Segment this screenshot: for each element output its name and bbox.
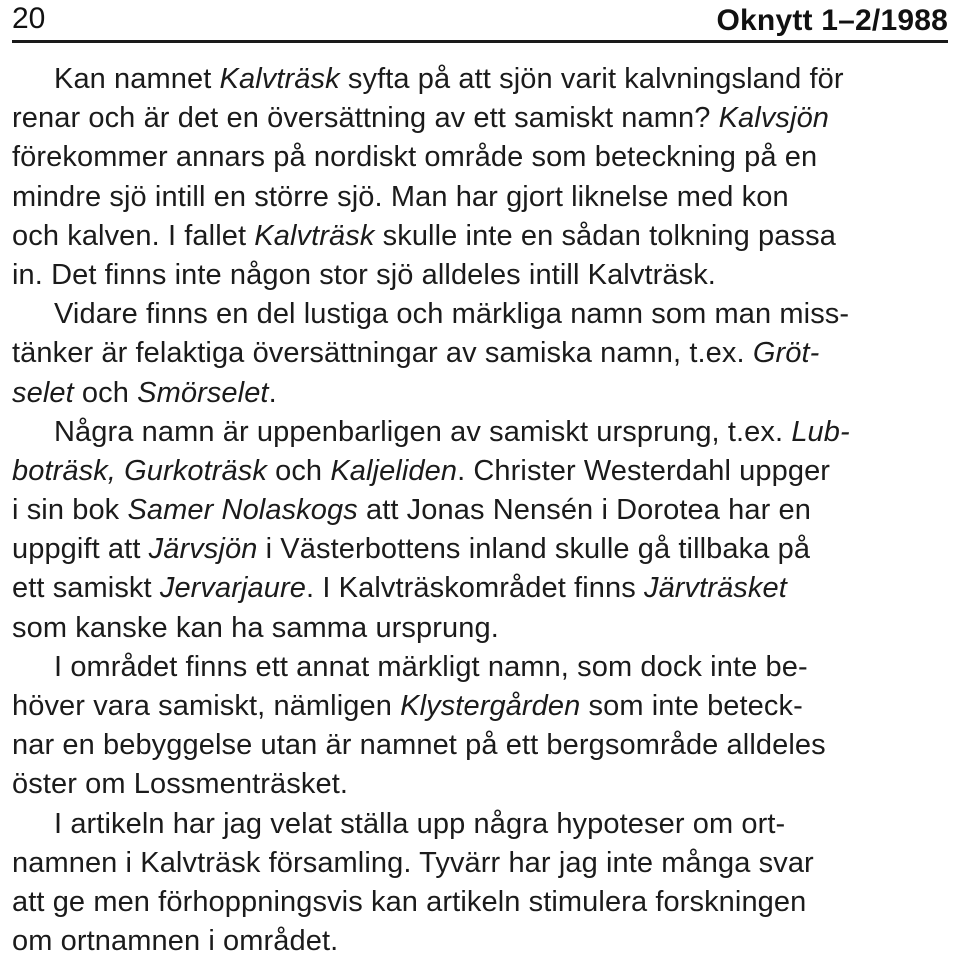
italic-place-name: Järvträsket	[643, 572, 787, 605]
text-segment: öster om Lossmenträsket.	[12, 768, 349, 801]
text-segment: som inte beteck-	[580, 690, 803, 722]
text-line	[12, 648, 946, 687]
text-segment: Vidare finns en del lustiga och märkliga namn som man miss-	[54, 298, 850, 331]
text-segment: uppgift att	[12, 533, 149, 566]
text-line	[12, 687, 946, 726]
text-segment: Några namn är uppenbarligen av samiskt ursprung, t.ex.	[54, 415, 792, 448]
italic-place-name: Kalvträsk	[254, 219, 375, 252]
text-line	[12, 922, 946, 961]
text-line	[12, 374, 946, 413]
text-segment: nar en bebyggelse utan är namnet på ett bergsområde alldeles	[12, 729, 826, 762]
italic-place-name: Kalvsjön	[718, 102, 830, 135]
text-segment: i Västerbottens inland skulle gå tillbaka på	[257, 533, 811, 566]
italic-place-name: Lub-	[791, 415, 850, 448]
text-segment: höver vara samiskt, nämligen	[12, 690, 401, 722]
text-line	[12, 844, 946, 883]
italic-place-name: Jervarjaure	[159, 572, 307, 605]
text-segment: och	[73, 376, 138, 409]
italic-place-name: Järvsjön	[148, 533, 258, 566]
journal-title: Oknytt 1–2/1988	[716, 4, 948, 37]
text-line	[12, 452, 946, 491]
text-line	[12, 491, 946, 530]
text-segment: renar och är det en översättning av ett samiskt namn?	[12, 102, 719, 135]
text-line	[12, 609, 946, 648]
text-segment: I området finns ett annat märkligt namn, som dock inte be-	[54, 650, 808, 683]
text-segment: att ge men förhoppningsvis kan artikeln stimulera forskningen	[12, 885, 807, 918]
text-line	[12, 726, 946, 765]
italic-place-name: Klystergården	[400, 690, 581, 722]
italic-place-name: Kalvträsk	[219, 63, 340, 95]
text-segment: förekommer annars på nordiskt område som beteckning på en	[12, 141, 818, 174]
text-line	[12, 217, 946, 256]
text-line	[12, 138, 946, 177]
text-line	[12, 178, 946, 217]
text-segment: att Jonas Nensén i Dorotea har en	[357, 494, 811, 527]
italic-place-name: boträsk, Gurkoträsk	[12, 454, 267, 487]
text-segment: ett samiskt	[12, 572, 160, 605]
article-body	[12, 60, 946, 961]
italic-place-name: Gröt-	[752, 337, 820, 370]
text-segment: syfta på att sjön varit kalvningsland för	[339, 63, 844, 95]
text-line	[12, 569, 946, 608]
italic-place-name: Kaljeliden	[330, 454, 458, 487]
text-line	[12, 295, 946, 334]
page-header	[12, 0, 948, 43]
text-line	[12, 256, 946, 295]
text-segment: och	[266, 454, 331, 487]
text-line	[12, 60, 946, 99]
text-segment: in. Det finns inte någon stor sjö alldeles intill Kalvträsk.	[12, 258, 716, 291]
text-segment: . Christer Westerdahl uppger	[457, 454, 831, 487]
text-segment: som kanske kan ha samma ursprung.	[12, 611, 499, 644]
text-line	[12, 99, 946, 138]
text-segment: om ortnamnen i området.	[12, 925, 339, 958]
text-segment: tänker är felaktiga översättningar av samiska namn, t.ex.	[12, 337, 753, 370]
text-segment: .	[268, 376, 277, 409]
italic-place-name: Smörselet	[137, 376, 269, 409]
text-segment: i sin bok	[12, 494, 128, 527]
text-segment: och kalven. I fallet	[12, 219, 255, 252]
text-line	[12, 413, 946, 452]
text-line	[12, 765, 946, 804]
text-line	[12, 334, 946, 373]
text-line	[12, 805, 946, 844]
text-segment: skulle inte en sådan tolkning passa	[374, 219, 836, 252]
text-segment: Kan namnet	[54, 63, 220, 95]
text-segment: mindre sjö intill en större sjö. Man har gjort liknelse med kon	[12, 180, 789, 213]
text-line	[12, 530, 946, 569]
page-number: 20	[12, 2, 46, 35]
italic-place-name: selet	[12, 376, 74, 409]
text-segment: I artikeln har jag velat ställa upp några hypoteser om ort-	[54, 807, 786, 840]
text-segment: . I Kalvträskområdet finns	[306, 572, 644, 605]
text-segment: namnen i Kalvträsk församling. Tyvärr har jag inte många svar	[12, 846, 814, 879]
italic-place-name: Samer Nolaskogs	[127, 494, 358, 527]
text-line	[12, 883, 946, 922]
